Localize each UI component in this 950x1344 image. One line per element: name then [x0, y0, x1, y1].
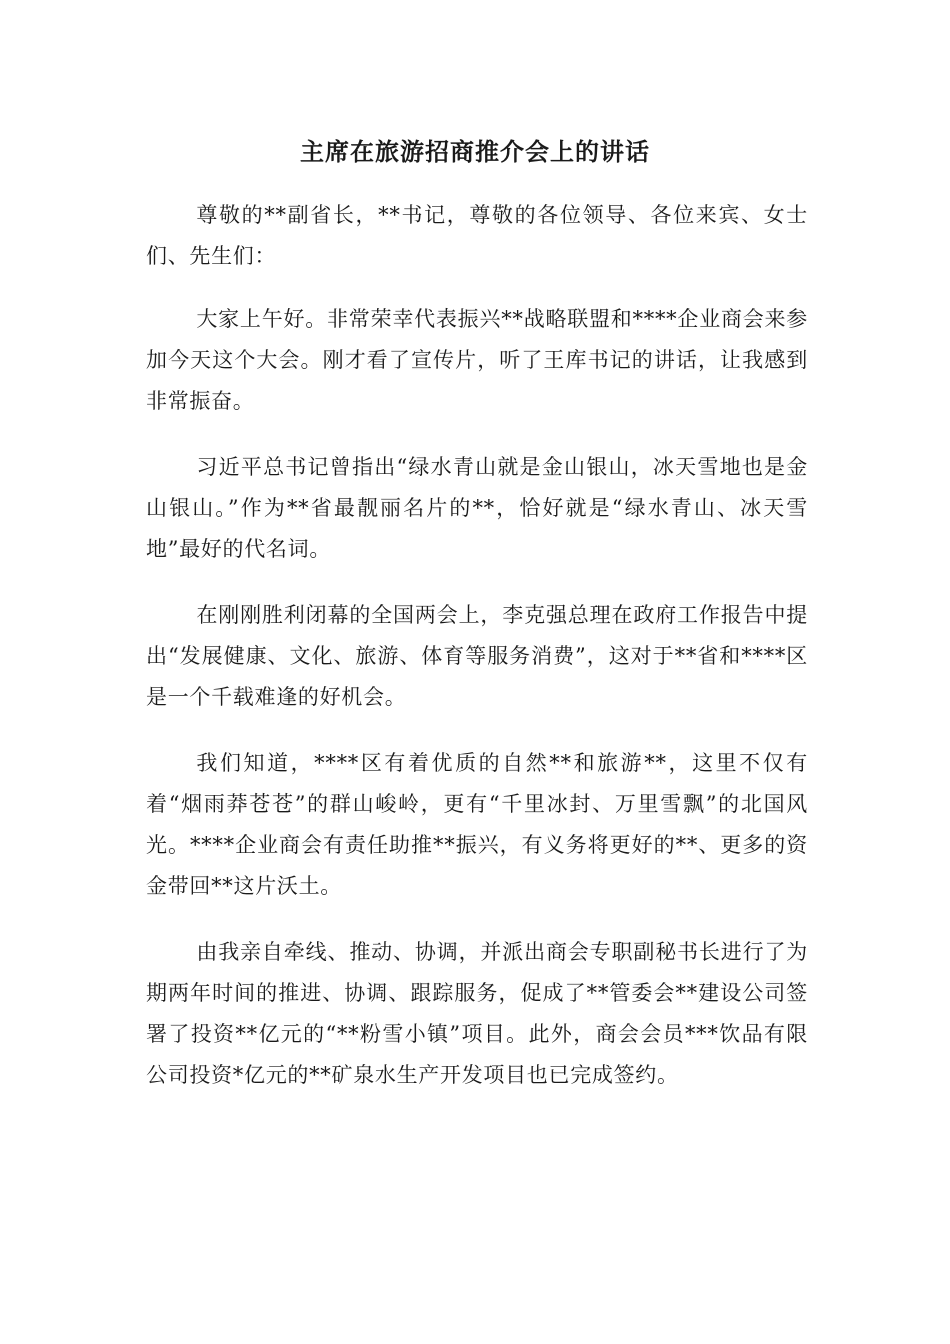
paragraph-salutation: 尊敬的**副省长，**书记，尊敬的各位领导、各位来宾、女士们、先生们： [146, 203, 808, 268]
paragraph-quote: 习近平总书记曾指出“绿水青山就是金山银山，冰天雪地也是金山银山。”作为**省最靓丽名片的**，恰好就是“绿水青山、冰天雪地”最好的代名词。 [146, 455, 808, 561]
paragraph-projects: 由我亲自牵线、推动、协调，并派出商会专职副秘书长进行了为期两年时间的推进、协调、跟踪服务，促成了**管委会**建设公司签署了投资**亿元的“**粉雪小镇”项目。此外，商会会员***饮品有限公司投资*亿元的**矿泉水生产开发项目也已完成签约。 [146, 940, 808, 1087]
paragraph-region: 我们知道，****区有着优质的自然**和旅游**，这里不仅有着“烟雨莽苍苍”的群山峻岭，更有“千里冰封、万里雪飘”的北国风光。****企业商会有责任助推**振兴，有义务将更好的**、更多的资金带回**这片沃土。 [146, 751, 808, 898]
document-body [146, 195, 808, 1121]
document-title: 主席在旅游招商推介会上的讲话 [300, 137, 650, 166]
paragraph-greeting: 大家上午好。非常荣幸代表振兴**战略联盟和****企业商会来参加今天这个大会。刚才看了宣传片，听了王库书记的讲话，让我感到非常振奋。 [146, 307, 808, 413]
paragraph-two-sessions: 在刚刚胜利闭幕的全国两会上，李克强总理在政府工作报告中提出“发展健康、文化、旅游、体育等服务消费”，这对于**省和****区是一个千载难逢的好机会。 [146, 603, 808, 709]
